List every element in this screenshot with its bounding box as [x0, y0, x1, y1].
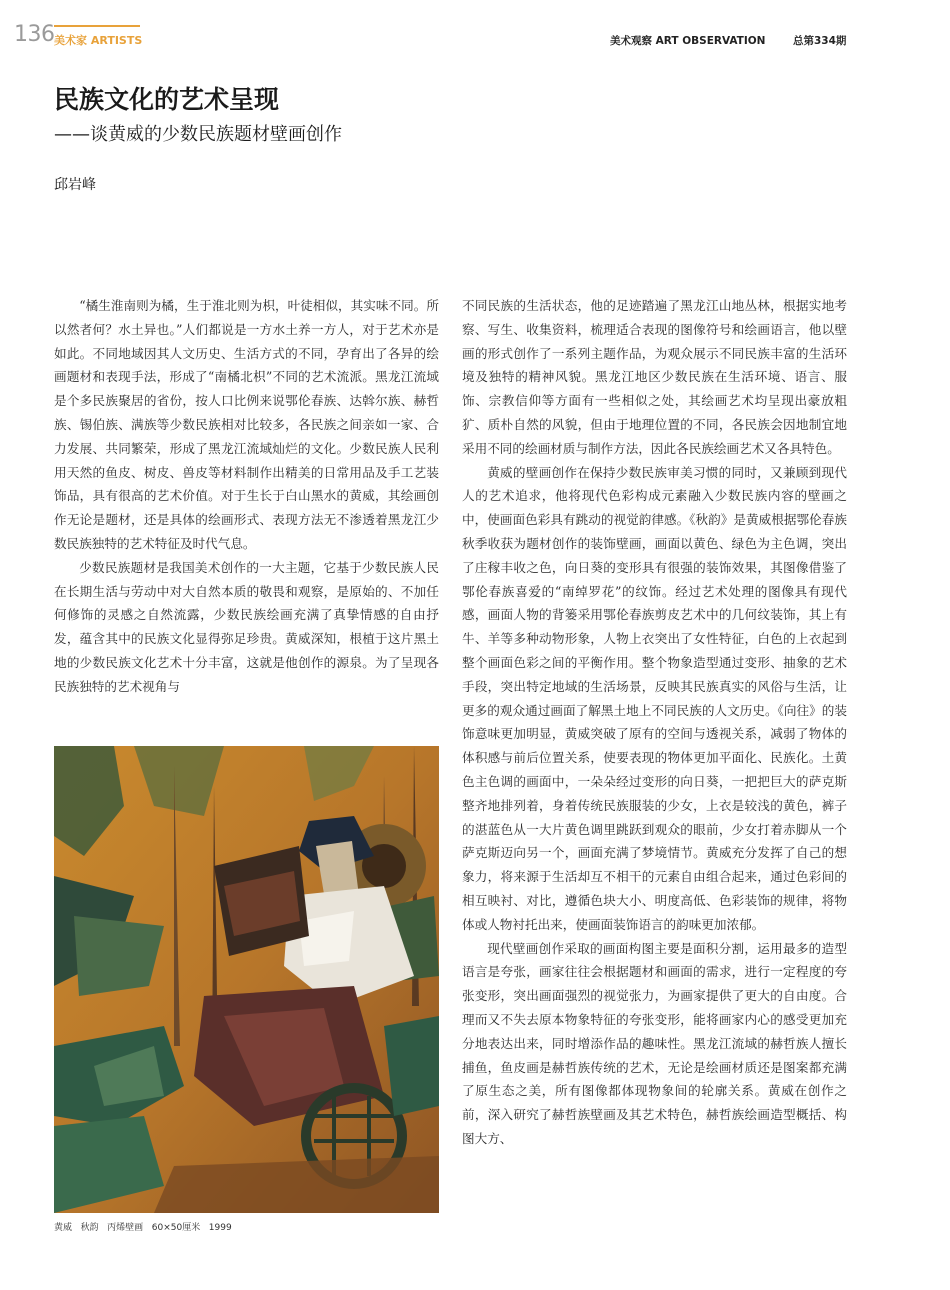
paragraph: 不同民族的生活状态，他的足迹踏遍了黑龙江山地丛林，根据实地考察、写生、收集资料，梳理适合表现的图像符号和绘画语言，他以壁画的形式创作了一系列主题作品，为观众展示不同民族丰富的生活环境及独特的精神风貌。黑龙江地区少数民族在生活环境、语言、服饰、宗教信仰等方面有一些相似之处，其绘画艺术均呈现出豪放粗犷、质朴自然的风貌，但由于地理位置的不同，各民族会因地制宜地采用不同的绘画材质与制作方法，因此各民族绘画艺术又各具特色。	[462, 298, 847, 456]
article-subtitle: ——谈黄威的少数民族题材壁画创作	[54, 124, 342, 145]
issue-number: 总第334期	[793, 35, 847, 47]
journal-name: 美术观察 ART OBSERVATION	[610, 35, 766, 47]
paragraph: 黄威的壁画创作在保持少数民族审美习惯的同时，又兼顾到现代人的艺术追求，他将现代色彩构成元素融入少数民族内容的壁画之中，使画面色彩具有跳动的视觉韵律感。《秋韵》是黄威根据鄂伦春族秋季收获为题材创作的装饰壁画，画面以黄色、绿色为主色调，突出了庄稼丰收之色，向日葵的变形具有很强的装饰效果，其图像借鉴了鄂伦春族喜爱的“南绰罗花”的纹饰。经过艺术处理的图像具有现代感，画面人物的背篓采用鄂伦春族剪皮艺术中的几何纹装饰，其上有牛、羊等多种动物形象，人物上衣突出了女性特征，白色的上衣起到整个画面色彩之间的平衡作用。整个物象造型通过变形、抽象的艺术手段，突出特定地域的生活场景，反映其民族真实的风俗与生活，让更多的观众通过画面了解黑土地上不同民族的人文历史。《向往》的装饰意味更加明显，黄威突破了原有的空间与透视关系，减弱了物体的体积感与前后位置关系，使要表现的物体更加平面化、民族化。土黄色主色调的画面中，一朵朵经过变形的向日葵，一把把巨大的萨克斯整齐地排列着，身着传统民族服装的少女，上衣是较浅的黄色，裤子的湛蓝色从一大片黄色调里跳跃到观众的眼前，少女打着赤脚从一个萨克斯迈向另一个，画面充满了梦境情节。黄威充分发挥了自己的想象力，将来源于生活却互不相干的元素自由组合起来，通过色彩间的相互映衬、对比，遵循色块大小、明度高低、色彩装饰的规律，将物体或人物衬托出来，使画面装饰语言的韵味更加浓郁。	[462, 464, 847, 932]
body-column-left	[54, 294, 439, 699]
section-label: 美术家 ARTISTS	[54, 34, 143, 47]
painting-image	[54, 746, 439, 1213]
paragraph: 现代壁画创作采取的画面构图主要是面积分割，运用最多的造型语言是夸张，画家往往会根据题材和画面的需求，进行一定程度的夸张变形，突出画面强烈的视觉张力，为画家提供了更大的自由度。合理而又不失去原本物象特征的夸张变形，能将画家内心的感受更加充分地表达出来，同时增添作品的趣味性。黑龙江流域的赫哲族人擅长捕鱼，鱼皮画是赫哲族传统的艺术，无论是绘画材质还是图案都充满了原生态之美，所有图像都体现物象间的轮廓关系。黄威在创作之前，深入研究了赫哲族壁画及其艺术特色，赫哲族绘画造型概括、构图大方、	[462, 940, 847, 1146]
body-column-right	[462, 294, 847, 1151]
article-author: 邱岩峰	[54, 177, 96, 193]
section-accent-bar	[54, 25, 140, 27]
page-number: 136	[14, 22, 55, 47]
paragraph: “橘生淮南则为橘，生于淮北则为枳，叶徒相似，其实味不同。所以然者何？水土异也。”人们都说是一方水土养一方人，对于艺术亦是如此。不同地域因其人文历史、生活方式的不同，孕育出了各异的绘画题材和表现手法，形成了“南橘北枳”不同的艺术流派。黑龙江流域是个多民族聚居的省份，按人口比例来说鄂伦春族、达斡尔族、赫哲族、锡伯族、满族等少数民族相对比较多，各民族之间亲如一家、合力发展、共同繁荣，形成了黑龙江流域灿烂的文化。少数民族人民利用天然的鱼皮、树皮、兽皮等材料制作出精美的日常用品及手工艺装饰品，具有很高的艺术价值。对于生长于白山黑水的黄威，其绘画创作无论是题材，还是具体的绘画形式、表现方法无不渗透着黑龙江少数民族独特的艺术特征及时代气息。	[54, 298, 439, 551]
paragraph: 少数民族题材是我国美术创作的一大主题，它基于少数民族人民在长期生活与劳动中对大自然本质的敬畏和观察，是原始的、不加任何修饰的灵感之自然流露，少数民族绘画充满了真挚情感的自由抒发，蕴含其中的民族文化显得弥足珍贵。黄威深知，根植于这片黑土地的少数民族文化艺术十分丰富，这就是他创作的源泉。为了呈现各民族独特的艺术视角与	[54, 559, 439, 694]
figure-caption: 黄威 秋韵 丙烯壁画 60×50厘米 1999	[54, 1223, 232, 1233]
article-title: 民族文化的艺术呈现	[54, 85, 280, 114]
